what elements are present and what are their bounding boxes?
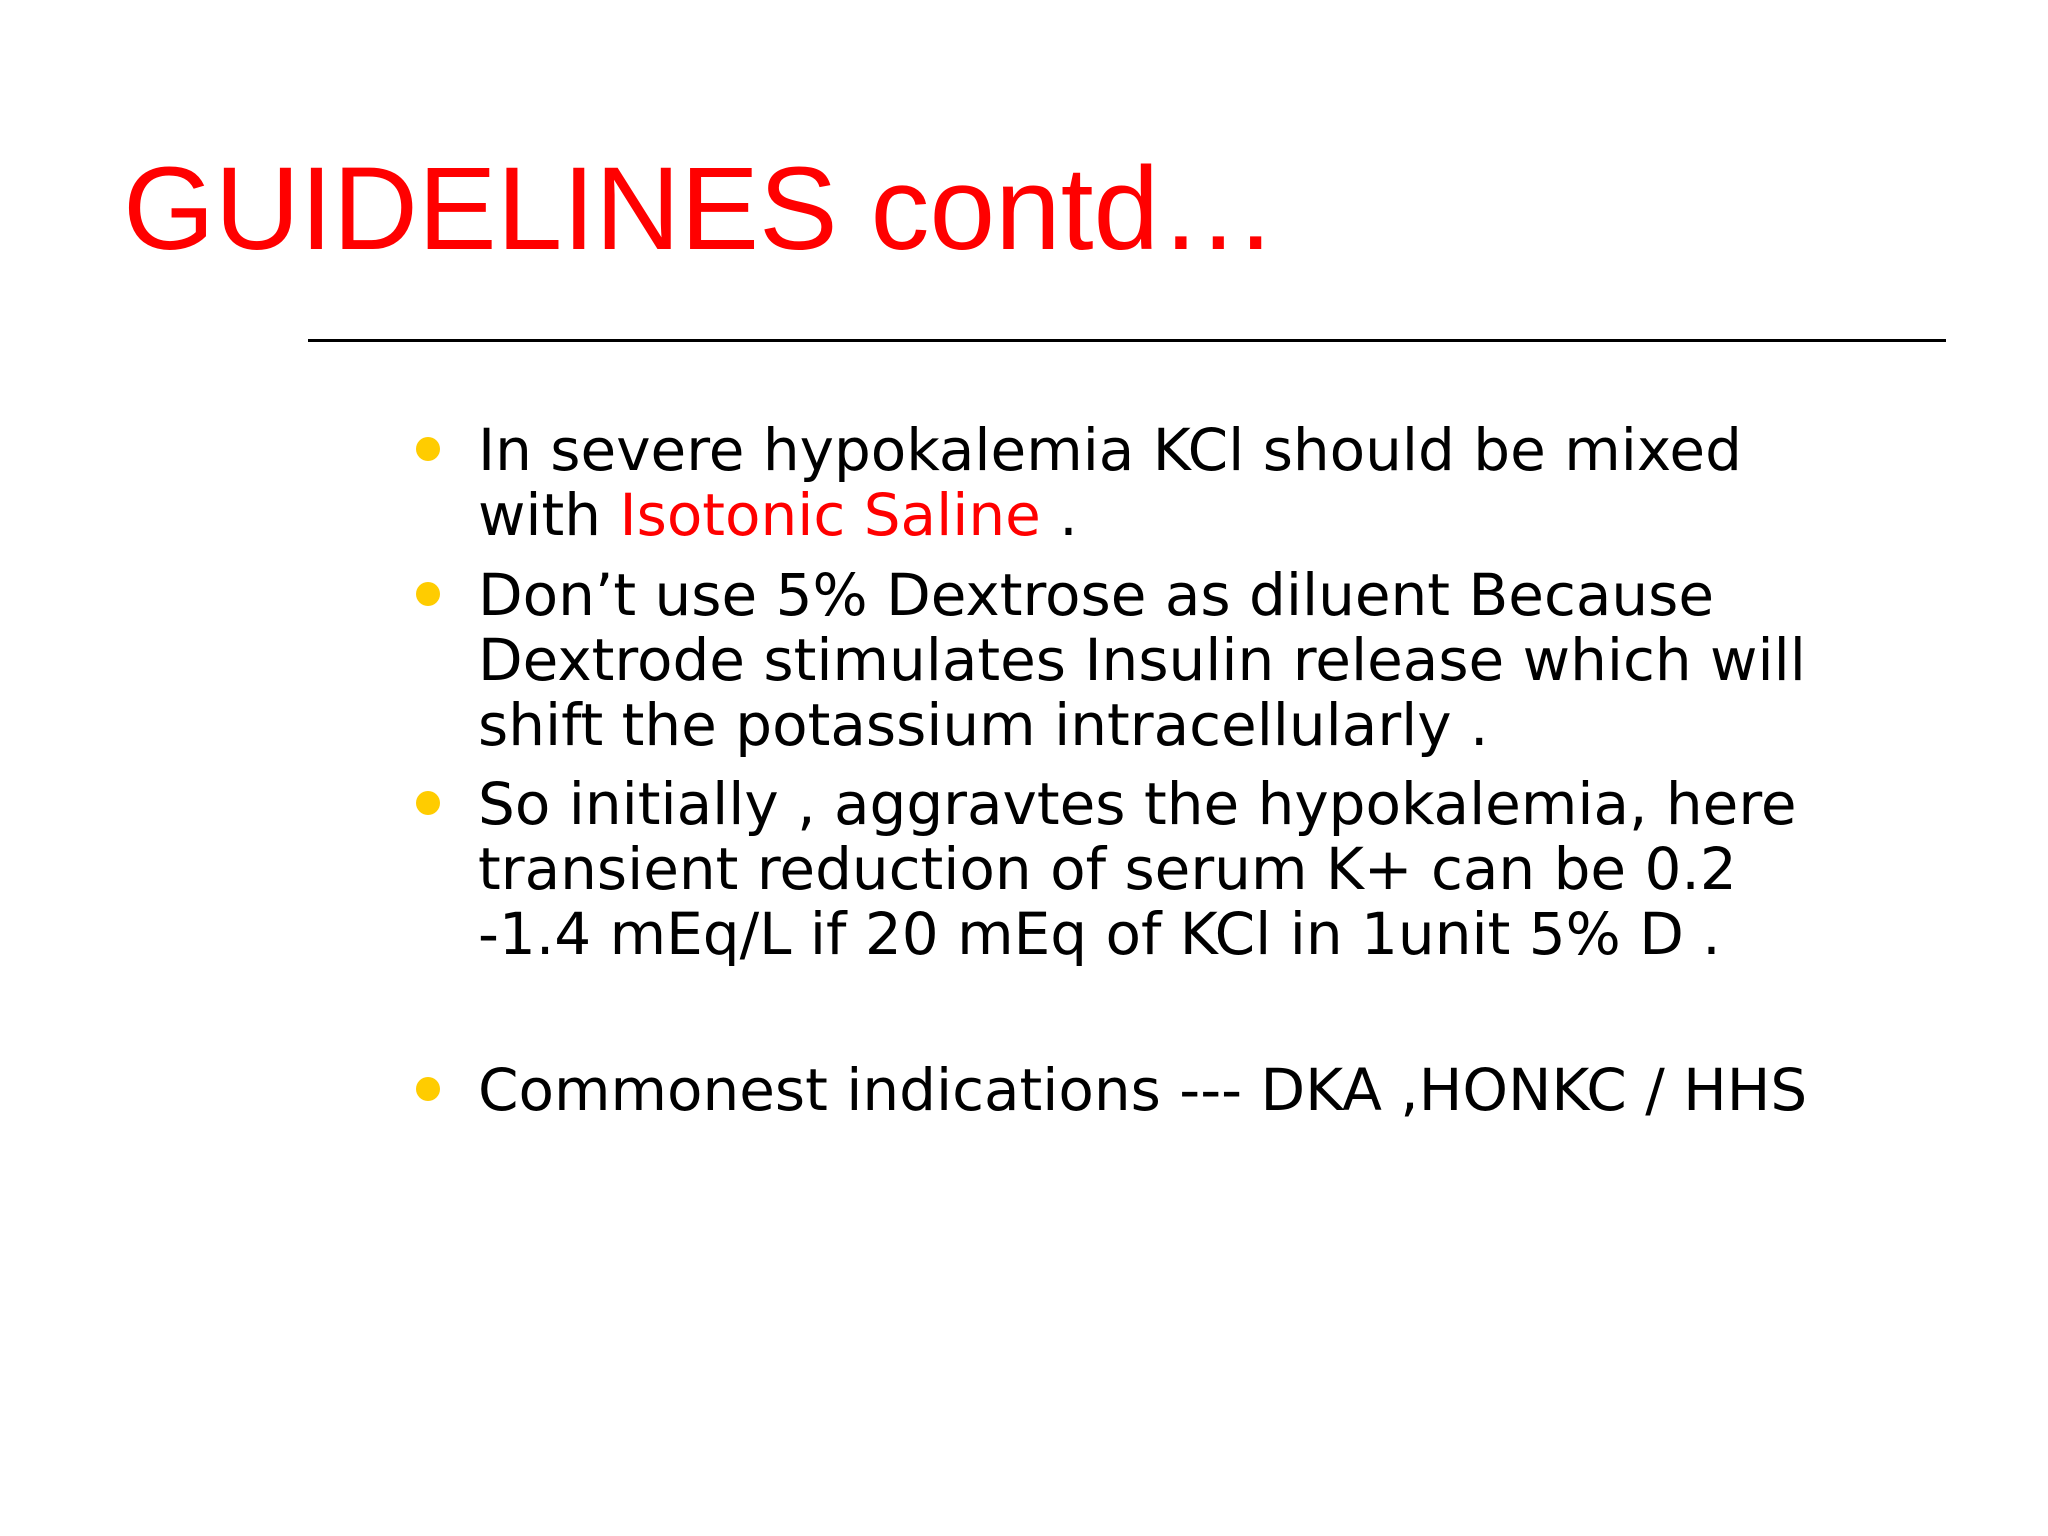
slide-title: GUIDELINES contd…: [123, 143, 1278, 275]
bullet-item-hypokalemia: [416, 772, 1976, 967]
bullet-text-after: .: [1040, 481, 1078, 549]
title-divider: [308, 339, 1946, 342]
highlight-isotonic-saline: Isotonic Saline: [619, 481, 1041, 549]
bullet-item-indications: [416, 1058, 1976, 1123]
bullet-text: [478, 418, 1976, 548]
bullet-dot-icon: [416, 1077, 440, 1101]
bullet-text: Don’t use 5% Dextrose as diluent Because Dextrode stimulates Insulin release which will shift the potassium intracellularly .: [478, 561, 1806, 759]
bullet-text: So initially , aggravtes the hypokalemia, here transient reduction of serum K+ can be 0.2 -1.4 mEq/L if 20 mEq of KCl in 1unit 5% D .: [478, 770, 1797, 968]
bullet-dot-icon: [416, 437, 440, 461]
bullet-text-before: In severe hypokalemia KCl should be mixed with: [478, 416, 1742, 549]
bullet-dot-icon: [416, 582, 440, 606]
bullet-dot-icon: [416, 791, 440, 815]
bullet-item-dextrose: [416, 563, 1976, 758]
bullet-item-saline: [416, 418, 1976, 548]
bullet-text: Commonest indications --- DKA ,HONKC / HHS: [478, 1056, 1808, 1124]
